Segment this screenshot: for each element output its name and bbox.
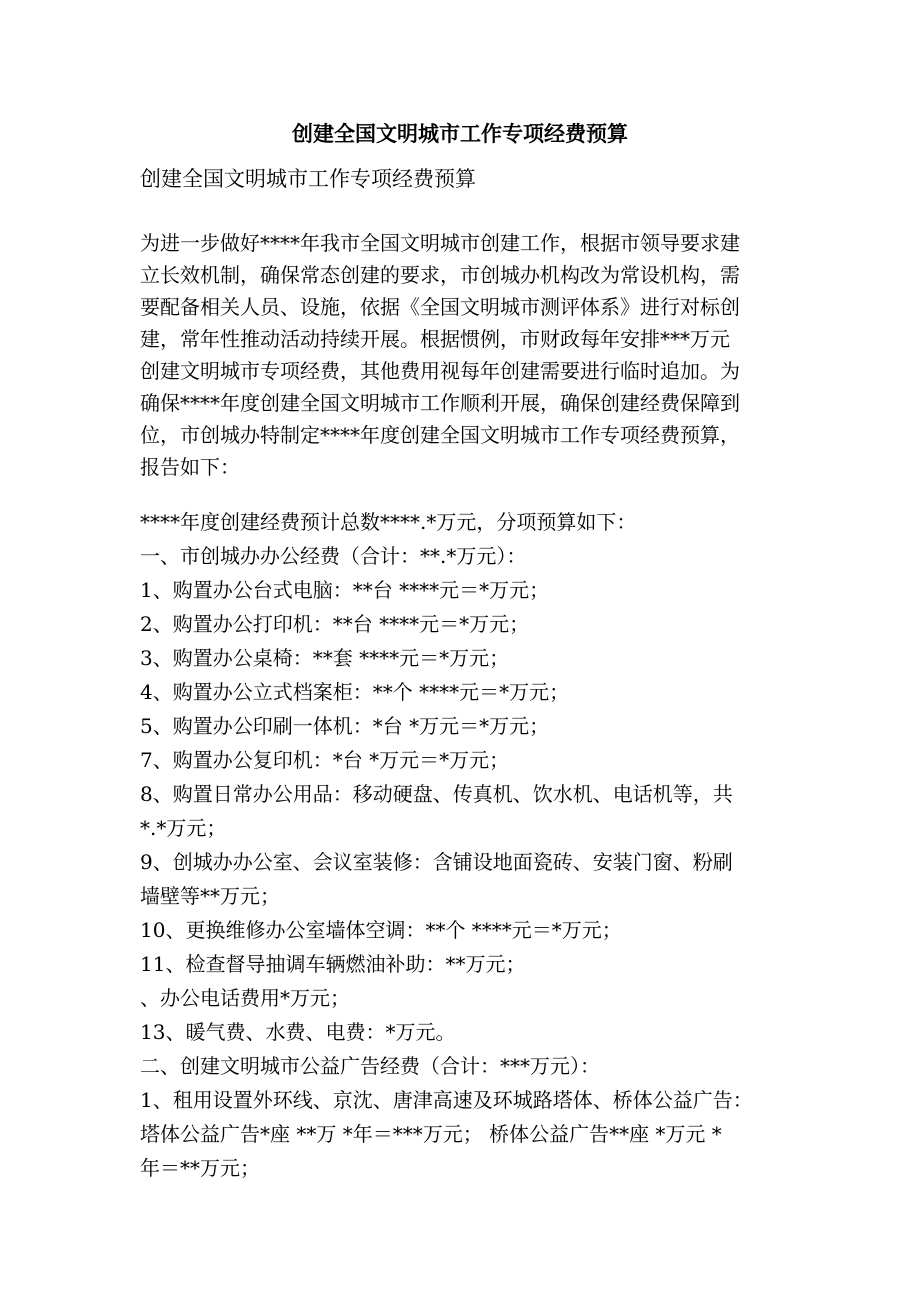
section-heading-office: 一、市创城办办公经费（合计：**.*万元）： bbox=[140, 544, 527, 568]
intro-line: 位，市创城办特制定****年度创建全国文明城市工作专项经费预算， bbox=[140, 423, 740, 447]
intro-line: 建，常年性推动活动持续开展。根据惯例，市财政每年安排***万元 bbox=[140, 327, 730, 351]
budget-item: 8、购置日常办公用品：移动硬盘、传真机、饮水机、电话机等，共 bbox=[140, 782, 733, 806]
document-subtitle: 创建全国文明城市工作专项经费预算 bbox=[140, 167, 476, 191]
budget-item: 1、购置办公台式电脑：**台 ****元＝*万元； bbox=[140, 578, 550, 602]
intro-line: 确保****年度创建全国文明城市工作顺利开展，确保创建经费保障到 bbox=[140, 391, 740, 415]
budget-item: 13、暖气费、水费、电费：*万元。 bbox=[140, 1020, 456, 1044]
budget-item-continued: 墙壁等**万元； bbox=[140, 884, 280, 908]
budget-item: 、办公电话费用*万元； bbox=[140, 986, 350, 1010]
intro-line: 报告如下： bbox=[140, 455, 240, 479]
intro-line: 创建文明城市专项经费，其他费用视每年创建需要进行临时追加。为 bbox=[140, 359, 740, 383]
budget-item: 10、更换维修办公室墙体空调：**个 ****元＝*万元； bbox=[140, 918, 622, 942]
budget-item: 11、检查督导抽调车辆燃油补助：**万元； bbox=[140, 952, 526, 976]
budget-item: 5、购置办公印刷一体机：*台 *万元＝*万元； bbox=[140, 714, 550, 738]
document-title: 创建全国文明城市工作专项经费预算 bbox=[292, 121, 628, 146]
budget-item: 7、购置办公复印机：*台 *万元＝*万元； bbox=[140, 748, 510, 772]
intro-line: 为进一步做好****年我市全国文明城市创建工作，根据市领导要求建 bbox=[140, 231, 740, 255]
budget-item: 2、购置办公打印机：**台 ****元＝*万元； bbox=[140, 612, 530, 636]
budget-item: 1、租用设置外环线、京沈、唐津高速及环城路塔体、桥体公益广告： bbox=[140, 1088, 753, 1112]
budget-item-continued: 塔体公益广告*座 **万 *年＝***万元； 桥体公益广告**座 *万元 * bbox=[140, 1122, 722, 1146]
intro-line: 要配备相关人员、设施，依据《全国文明城市测评体系》进行对标创 bbox=[140, 295, 740, 319]
budget-total-line: ****年度创建经费预计总数****.*万元，分项预算如下： bbox=[140, 510, 637, 534]
budget-item: 3、购置办公桌椅：**套 ****元＝*万元； bbox=[140, 646, 510, 670]
budget-item: 4、购置办公立式档案柜：**个 ****元＝*万元； bbox=[140, 680, 570, 704]
intro-paragraph bbox=[140, 227, 800, 483]
intro-line: 立长效机制，确保常态创建的要求，市创城办机构改为常设机构，需 bbox=[140, 263, 740, 287]
budget-item-list bbox=[140, 505, 800, 1185]
budget-item: 9、创城办办公室、会议室装修：含铺设地面瓷砖、安装门窗、粉刷 bbox=[140, 850, 733, 874]
budget-item-continued: *.*万元； bbox=[140, 816, 227, 840]
budget-item-continued: 年＝**万元； bbox=[140, 1156, 260, 1180]
section-heading-advertising: 二、创建文明城市公益广告经费（合计：***万元）： bbox=[140, 1054, 600, 1078]
